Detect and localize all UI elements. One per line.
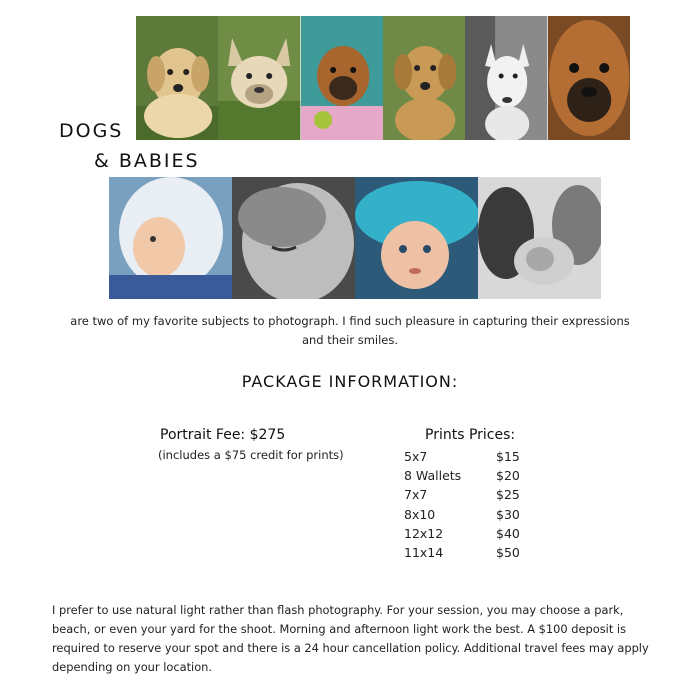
baby-in-blue-hat-photo [355,177,478,299]
boxer-on-blanket-photo [301,16,383,140]
price-row [404,466,520,485]
price-row [404,524,520,543]
print-price: $25 [496,487,520,503]
price-row [404,485,520,504]
print-price: $50 [496,544,520,560]
title-dogs: DOGS [59,120,124,142]
print-price: $30 [496,506,520,522]
title-babies: & BABIES [94,150,200,172]
french-bulldog-photo [218,16,300,140]
price-list [404,447,520,562]
portrait-fee-note: (includes a $75 credit for prints) [158,448,344,462]
print-size: 12x12 [404,525,444,541]
parents-with-newborn-bw-photo [478,177,601,299]
babies-photo-strip [109,177,601,299]
price-row [404,543,520,562]
bull-terrier-photo [465,16,547,140]
print-size: 8 Wallets [404,468,462,484]
package-heading: PACKAGE INFORMATION: [241,372,459,391]
print-size: 11x14 [404,544,444,560]
print-price: $40 [496,525,520,541]
print-size: 8x10 [404,506,436,522]
print-price: $15 [496,449,520,464]
prints-prices-title: Prints Prices: [425,427,516,443]
golden-retriever-puppy-photo [136,16,218,140]
dogs-photo-strip [136,16,630,140]
price-row [404,505,520,524]
price-row [404,447,520,466]
print-size: 7x7 [404,487,428,503]
print-price: $20 [496,468,520,484]
closing-paragraph: I prefer to use natural light rather than flash photography. For your session, you may choose a park, beach, or even your yard for the shoot. Morning and afternoon light work the best. A $100 deposit is required to reserve your spot and there is a 24 hour cancellation policy. Additional travel fees may apply depending on your location. [52,603,649,674]
intro-text: are two of my favorite subjects to photograph. I find such pleasure in capturing their expressions and their smiles. [70,314,630,347]
print-size: 5x7 [404,449,428,464]
sleeping-child-bw-photo [232,177,355,299]
boxer-closeup-photo [548,16,630,140]
portrait-fee: Portrait Fee: $275 [160,427,286,443]
baby-in-white-hat-photo [109,177,232,299]
golden-retriever-photo [383,16,465,140]
